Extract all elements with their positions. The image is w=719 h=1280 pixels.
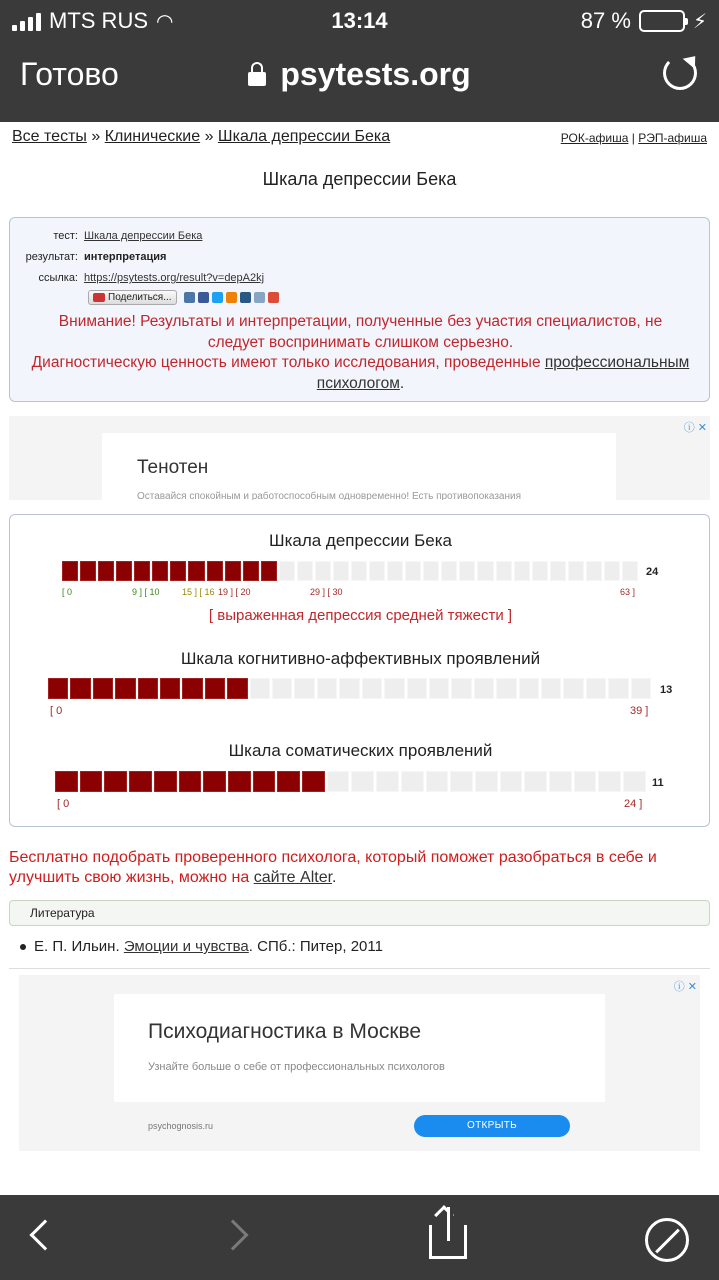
breadcrumb-test[interactable]: Шкала депрессии Бека [217, 128, 391, 145]
bar-segment-filled [116, 561, 132, 581]
scale-score-somatic: 11 [652, 777, 664, 789]
bar-segment-filled [188, 561, 204, 581]
scale-interpretation: [ выраженная депрессия средней тяжести ] [208, 607, 513, 624]
bar-segment-empty [608, 678, 628, 699]
bar-segment-filled [261, 561, 277, 581]
tick-label: 63 ] [620, 587, 636, 597]
bar-segment-empty [631, 678, 651, 699]
bar-segment-empty [496, 678, 516, 699]
bar-segment-filled [129, 771, 152, 792]
bar-segment-empty [541, 678, 561, 699]
bullet-icon [20, 944, 26, 950]
browser-top-bar [0, 0, 719, 122]
literature-author: Е. П. Ильин. [34, 938, 124, 955]
bar-segment-empty [474, 678, 494, 699]
bar-segment-empty [327, 771, 350, 792]
reload-icon[interactable] [663, 56, 697, 90]
bar-segment-empty [376, 771, 399, 792]
bar-segment-empty [514, 561, 530, 581]
bar-segment-filled [207, 561, 223, 581]
bar-segment-empty [496, 561, 512, 581]
bar-segment-empty [450, 771, 473, 792]
carrier-name: MTS RUS [49, 8, 148, 33]
odnoklassniki-icon[interactable] [226, 292, 237, 303]
ad-choices-icon[interactable]: ⓘ ✕ [683, 422, 707, 434]
test-link[interactable]: Шкала депрессии Бека [84, 230, 203, 242]
bar-segment-filled [302, 771, 325, 792]
breadcrumb-clinical[interactable]: Клинические [104, 128, 201, 145]
bar-segment-filled [80, 771, 103, 792]
bar-segment-filled [160, 678, 180, 699]
bar-segment-empty [405, 561, 421, 581]
bar-segment-filled [228, 771, 251, 792]
bar-segment-empty [519, 678, 539, 699]
tick-label: 9 ] [ 10 [132, 587, 160, 597]
bar-segment-empty [317, 678, 337, 699]
bar-segment-empty [598, 771, 621, 792]
charging-bolt-icon: ⚡ [692, 10, 707, 33]
bar-segment-empty [407, 678, 427, 699]
warning-line-1: Внимание! Результаты и интерпретации, полученные без участия специалистов, не следует воспринимать слишком серьезно. [58, 313, 663, 351]
forward-arrow-icon [217, 1219, 248, 1250]
page-title: Шкала депрессии Бека [262, 169, 457, 189]
tick-label: 15 ] [ 16 [182, 587, 215, 597]
ad-subtitle: Оставайся спокойным и работоспособным одновременно! Есть противопоказания [137, 491, 522, 500]
share-label: Поделиться... [108, 292, 172, 303]
ad-open-button[interactable]: ОТКРЫТЬ [414, 1115, 570, 1137]
ad-footer [114, 1102, 605, 1151]
mailru-icon[interactable] [240, 292, 251, 303]
google-plus-icon[interactable] [268, 292, 279, 303]
bar-segment-filled [138, 678, 158, 699]
lock-icon [248, 72, 266, 86]
warning-end: . [399, 374, 405, 392]
bar-segment-empty [568, 561, 584, 581]
bar-segment-empty [250, 678, 270, 699]
breadcrumb-all-tests[interactable]: Все тесты [12, 128, 87, 145]
bar-segment-filled [93, 678, 113, 699]
bar-segment-filled [62, 561, 78, 581]
test-label: тест: [53, 230, 78, 242]
ad-subtitle: Узнайте больше о себе от профессиональных психологов [148, 1061, 445, 1073]
ad-card[interactable] [114, 994, 605, 1151]
livejournal-icon[interactable] [254, 292, 265, 303]
bar-segment-empty [622, 561, 638, 581]
bar-segment-filled [80, 561, 96, 581]
battery-icon [639, 10, 685, 32]
scale-title-beck: Шкала депрессии Бека [268, 531, 453, 550]
rok-afisha-link[interactable]: РОК-афиша [560, 131, 629, 145]
scale-score-cognitive: 13 [660, 684, 673, 696]
address-url: psytests.org [280, 56, 471, 92]
link-label: ссылка: [38, 272, 78, 284]
share-button[interactable] [88, 290, 177, 305]
psychologist-promo [9, 848, 710, 888]
bar-segment-filled [55, 771, 78, 792]
top-links [561, 131, 707, 145]
bar-segment-empty [423, 561, 439, 581]
bar-segment-empty [297, 561, 313, 581]
warning-line-2: Диагностическую ценность имеют только исследования, проведенные [31, 354, 545, 371]
bar-segment-empty [272, 678, 292, 699]
bar-segment-empty [459, 561, 475, 581]
bar-segment-filled [203, 771, 226, 792]
bar-segment-filled [182, 678, 202, 699]
tick-label: [ 0 [57, 798, 70, 810]
literature-item [20, 938, 383, 955]
psychologist-link[interactable]: профессиональным психологом [316, 354, 690, 392]
bar-segment-filled [70, 678, 90, 699]
literature-title-link[interactable]: Эмоции и чувства [123, 938, 249, 955]
bar-segment-empty [294, 678, 314, 699]
bar-segment-empty [550, 561, 566, 581]
bar-segment-empty [429, 678, 449, 699]
facebook-icon[interactable] [198, 292, 209, 303]
browser-bottom-toolbar [0, 1195, 719, 1280]
bar-segment-filled [227, 678, 247, 699]
breadcrumb-separator: » [86, 128, 105, 145]
bar-segment-empty [387, 561, 403, 581]
literature-heading: Литература [9, 900, 710, 926]
breadcrumb [12, 128, 390, 146]
scale-score-beck: 24 [646, 566, 659, 578]
bar-segment-filled [225, 561, 241, 581]
tick-label: [ 0 [50, 705, 63, 717]
tick-label: 19 ] [ 20 [218, 587, 251, 597]
advertisement-banner-2[interactable] [19, 975, 700, 1151]
back-arrow-icon[interactable] [29, 1219, 60, 1250]
share-icon [93, 293, 105, 302]
status-time: 13:14 [331, 8, 388, 33]
safari-compass-icon[interactable] [645, 1218, 689, 1262]
bar-segment-empty [351, 561, 367, 581]
tick-label: 29 ] [ 30 [310, 587, 343, 597]
bar-segment-filled [243, 561, 259, 581]
scale-bar-somatic [55, 771, 646, 792]
bar-segment-filled [48, 678, 68, 699]
scale-title-somatic: Шкала соматических проявлений [228, 741, 493, 760]
bar-segment-empty [574, 771, 597, 792]
bar-segment-empty [524, 771, 547, 792]
result-url-link[interactable]: https://psytests.org/result?v=depA2kj [84, 272, 265, 284]
tick-label: 39 ] [630, 705, 649, 717]
bar-segment-empty [279, 561, 295, 581]
bar-segment-empty [500, 771, 523, 792]
vk-icon[interactable] [184, 292, 195, 303]
alter-site-link[interactable]: сайте Alter [253, 869, 333, 886]
battery-status [581, 8, 707, 34]
results-panel [9, 514, 710, 827]
ad-domain: psychognosis.ru [148, 1121, 214, 1131]
breadcrumb-separator: » [200, 128, 218, 145]
bar-segment-empty [451, 678, 471, 699]
top-links-separator: | [628, 131, 639, 145]
address-bar[interactable] [0, 56, 719, 93]
ad-choices-icon[interactable]: ⓘ ✕ [673, 981, 697, 993]
bar-segment-empty [362, 678, 382, 699]
scale-title-cognitive: Шкала когнитивно-аффективных проявлений [180, 649, 541, 668]
bar-segment-filled [253, 771, 276, 792]
bar-segment-empty [351, 771, 374, 792]
result-info-box [9, 217, 710, 402]
bar-segment-filled [115, 678, 135, 699]
battery-percent: 87 % [580, 8, 631, 33]
result-value: интерпретация [84, 251, 167, 263]
bar-segment-filled [98, 561, 114, 581]
bar-segment-empty [339, 678, 359, 699]
bar-segment-filled [152, 561, 168, 581]
bar-segment-filled [154, 771, 177, 792]
share-bar [88, 290, 279, 305]
bar-segment-empty [477, 561, 493, 581]
promo-text: Бесплатно подобрать проверенного психолога, который поможет разобраться в себе и улучшить свою жизнь, можно на [9, 849, 657, 886]
bar-segment-empty [549, 771, 572, 792]
literature-publisher: . СПб.: Питер, 2011 [248, 938, 383, 955]
bar-segment-empty [401, 771, 424, 792]
share-box-icon[interactable] [429, 1225, 467, 1259]
promo-end: . [332, 869, 337, 886]
bar-segment-empty [426, 771, 449, 792]
bar-segment-filled [205, 678, 225, 699]
bar-segment-empty [623, 771, 646, 792]
tick-label: 24 ] [624, 798, 643, 810]
bar-segment-empty [586, 561, 602, 581]
bar-segment-empty [369, 561, 385, 581]
bar-segment-empty [384, 678, 404, 699]
bar-segment-empty [563, 678, 583, 699]
wifi-icon: ◠ [156, 10, 174, 33]
ad-card[interactable] [102, 433, 616, 500]
warning-message [10, 312, 711, 394]
page-content [0, 122, 719, 1195]
bar-segment-empty [586, 678, 606, 699]
bar-segment-empty [604, 561, 620, 581]
bar-segment-empty [475, 771, 498, 792]
ad-title: Тенотен [137, 457, 209, 478]
divider [9, 968, 710, 969]
twitter-icon[interactable] [212, 292, 223, 303]
bar-segment-filled [179, 771, 202, 792]
bar-segment-filled [134, 561, 150, 581]
ad-title: Психодиагностика в Москве [148, 1020, 422, 1043]
bar-segment-empty [441, 561, 457, 581]
rep-afisha-link[interactable]: РЭП-афиша [638, 131, 707, 145]
tick-label: [ 0 [62, 587, 73, 597]
browser-nav [0, 40, 719, 122]
advertisement-banner-1[interactable] [9, 416, 710, 500]
bar-segment-empty [532, 561, 548, 581]
scale-bar-cognitive [48, 678, 651, 699]
bar-segment-filled [277, 771, 300, 792]
bar-segment-filled [104, 771, 127, 792]
scale-bar-beck [62, 561, 638, 581]
status-bar [0, 0, 719, 40]
result-label: результат: [25, 251, 78, 263]
bar-segment-empty [333, 561, 349, 581]
done-button[interactable]: Готово [20, 56, 119, 92]
bar-segment-filled [170, 561, 186, 581]
bar-segment-empty [315, 561, 331, 581]
